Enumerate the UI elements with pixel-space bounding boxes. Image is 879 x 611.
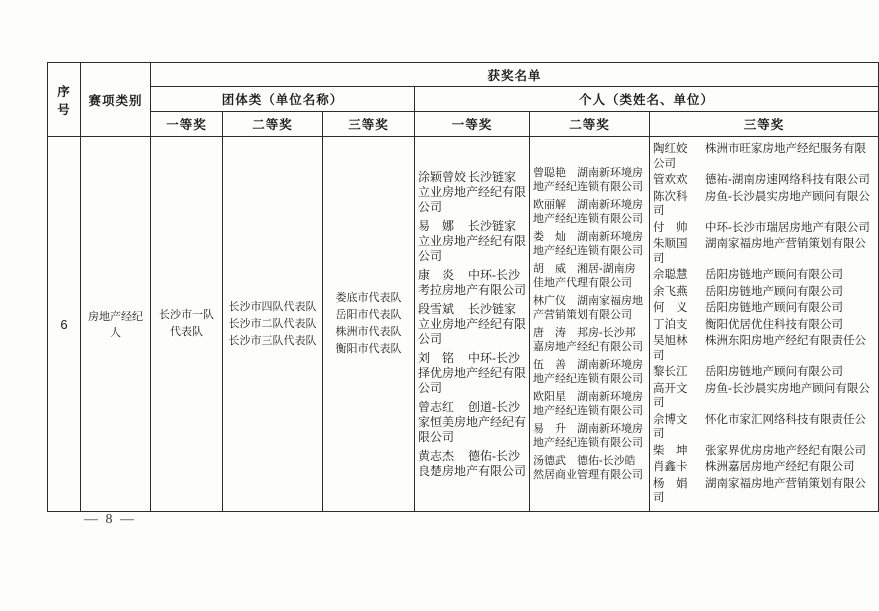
- winner-entry: [418, 268, 526, 298]
- winner-org: 岳阳房链地产顾问有限公司: [705, 302, 843, 315]
- winner-entry: [533, 198, 646, 227]
- winner-name: 康 炎: [418, 267, 455, 282]
- header-individual-prize-3: 三等奖: [650, 112, 879, 137]
- winner-entry: [653, 444, 875, 459]
- cell-individual-first: [415, 137, 530, 512]
- winner-org: 湖南家福房地产营销策划有限公司: [653, 238, 866, 265]
- header-group-prize-1: 一等奖: [151, 112, 223, 137]
- cell-group-second: [223, 137, 323, 512]
- header-group-class: 团体类（单位名称）: [151, 87, 415, 112]
- winner-entry: [533, 262, 646, 291]
- winner-org: 岳阳房链地产顾问有限公司: [705, 366, 843, 379]
- cell-group-third: [323, 137, 415, 512]
- winner-org: 湘居-湖南房佳地产代理有限公司: [533, 262, 636, 289]
- winner-entry: [533, 326, 646, 355]
- winner-org: 长沙链家立业房地产经纪有限公司: [418, 301, 527, 346]
- winner-org: 中环-长沙择优房地产经纪有限公司: [418, 350, 527, 395]
- winner-org: 湖南新环境房地产经纪连锁有限公司: [533, 422, 643, 449]
- winner-name: 陈次科: [653, 190, 688, 203]
- winner-org: 房鱼-长沙晨实房地产顾问有限公司: [653, 190, 870, 218]
- winner-org: 房鱼-长沙晨实房地产顾问有限公司: [653, 382, 870, 410]
- winner-name: 高开文: [653, 382, 688, 395]
- header-group-prize-2: 二等奖: [223, 112, 323, 137]
- winner-entry: [653, 190, 875, 219]
- winner-org: 德佑-长沙良楚房地产有限公司: [418, 448, 527, 478]
- team-entry: 长沙市四队代表队: [228, 300, 317, 313]
- winner-org: 湖南新环境房地产经纪连锁有限公司: [533, 198, 643, 225]
- winner-org: 衡阳优居优住科技有限公司: [705, 318, 843, 331]
- header-award-list: 获奖名单: [151, 63, 879, 87]
- winner-entry: [653, 365, 875, 380]
- header-individual-prize-2: 二等奖: [530, 112, 650, 137]
- winner-name: 曾志红: [418, 399, 455, 414]
- winner-name: 易 娜: [418, 218, 455, 233]
- winner-entry: [533, 390, 646, 419]
- cell-row-no: 6: [48, 137, 81, 512]
- winner-name: 欧阳星: [533, 390, 566, 403]
- header-individual-class: 个人（类姓名、单位）: [415, 87, 879, 112]
- team-entry: 长沙市一队代表队: [159, 309, 214, 338]
- header-group-prize-3: 三等奖: [323, 112, 415, 137]
- winner-name: 伍 善: [533, 358, 566, 371]
- winner-org: 湖南家福房地产营销策划有限公司: [533, 294, 643, 321]
- winner-entry: [418, 170, 526, 215]
- winner-entry: [653, 413, 875, 442]
- awards-table: [47, 62, 879, 512]
- winner-name: 何 义: [653, 302, 688, 315]
- winner-name: 朱顺国: [653, 238, 688, 251]
- winner-name: 唐 涛: [533, 326, 566, 339]
- winner-entry: [653, 301, 875, 316]
- winner-org: 中环-长沙市瑞居房地产有限公司: [705, 221, 870, 234]
- header-col-no: 序号: [48, 63, 81, 137]
- winner-org: 湖南新环境房地产经纪连锁有限公司: [533, 358, 643, 385]
- winner-name: 丁泊支: [653, 318, 688, 331]
- winner-entry: [533, 358, 646, 387]
- winner-org: 湖南新环境房地产经纪连锁有限公司: [533, 230, 643, 257]
- winner-org: 邦房-长沙邦嘉房地产经纪有限公司: [533, 326, 643, 353]
- winner-entry: [533, 422, 646, 451]
- winner-entry: [418, 302, 526, 347]
- winner-name: 黄志杰: [418, 448, 455, 463]
- winner-name: 娄 灿: [533, 230, 566, 243]
- winner-name: 黎长江: [653, 366, 688, 379]
- winner-entry: [653, 142, 875, 171]
- team-entry: 株洲市代表队: [335, 326, 402, 338]
- winner-name: 余飞燕: [653, 285, 688, 298]
- winner-org: 湖南新环境房地产经纪连锁有限公司: [533, 390, 643, 417]
- winner-entry: [653, 477, 875, 506]
- winner-org: 湖南家福房地产营销策划有限公司: [653, 477, 866, 505]
- winner-name: 涂颖曾姣: [418, 169, 467, 184]
- winner-name: 柴 坤: [653, 444, 688, 457]
- winner-name: 易 升: [533, 422, 566, 435]
- winner-name: 林广仪: [533, 294, 566, 307]
- winner-org: 怀化市家汇网络科技有限责任公司: [653, 413, 866, 441]
- winner-name: 佘博文: [653, 413, 688, 426]
- winner-name: 佘聪慧: [653, 269, 688, 282]
- winner-entry: [418, 219, 526, 264]
- team-entry: 长沙市二队代表队: [228, 317, 317, 330]
- winner-name: 欧丽解: [533, 198, 566, 211]
- winner-entry: [533, 454, 646, 483]
- winner-org: 岳阳房链地产顾问有限公司: [705, 285, 843, 298]
- winner-org: 株洲嘉居房地产经纪有限公司: [705, 461, 855, 474]
- winner-entry: [533, 294, 646, 323]
- winner-entry: [418, 449, 526, 479]
- winner-entry: [653, 268, 875, 283]
- winner-entry: [653, 285, 875, 300]
- winner-org: 中环-长沙考拉房地产有限公司: [418, 267, 527, 297]
- header-col-category: 赛项类别: [81, 63, 151, 137]
- winner-name: 胡 威: [533, 262, 566, 275]
- cell-individual-second: [530, 137, 650, 512]
- winner-name: 付 帅: [653, 221, 688, 234]
- team-entry: 衡阳市代表队: [335, 343, 402, 355]
- winner-name: 杨 娟: [653, 477, 688, 490]
- winner-entry: [533, 230, 646, 259]
- winner-entry: [418, 400, 526, 445]
- winner-org: 岳阳房链地产顾问有限公司: [705, 269, 843, 282]
- winner-name: 段雪斌: [418, 301, 455, 316]
- team-entry: 岳阳市代表队: [335, 309, 402, 321]
- team-entry: 娄底市代表队: [335, 292, 402, 304]
- winner-entry: [653, 173, 875, 188]
- winner-entry: [653, 334, 875, 363]
- winner-org: 创道-长沙家恒美房地产经纪有限公司: [418, 399, 527, 444]
- winner-entry: [533, 166, 646, 195]
- winner-name: 肖鑫卡: [653, 461, 688, 474]
- winner-name: 刘 铭: [418, 350, 455, 365]
- winner-org: 株洲东阳房地产经纪有限责任公司: [653, 335, 866, 362]
- winner-entry: [418, 351, 526, 396]
- winner-entry: [653, 460, 875, 475]
- winner-entry: [653, 237, 875, 266]
- winner-entry: [653, 318, 875, 333]
- winner-org: 德佑-长沙皓然居商业管理有限公司: [533, 454, 643, 481]
- team-entry: 长沙市三队代表队: [228, 334, 317, 347]
- winner-org: 德祐-湖南房速网络科技有限公司: [705, 174, 870, 187]
- header-individual-prize-1: 一等奖: [415, 112, 530, 137]
- winner-org: 长沙链家立业房地产经纪有限公司: [418, 169, 527, 214]
- winner-name: 陶红姣: [653, 143, 688, 156]
- winner-org: 张家界优房房地产经纪有限公司: [705, 444, 866, 457]
- winner-org: 株洲市旺家房地产经纪服务有限公司: [653, 143, 866, 170]
- cell-category: 房地产经纪人: [81, 137, 151, 512]
- page-number: — 8 —: [84, 512, 136, 527]
- winner-entry: [653, 221, 875, 236]
- cell-individual-third: [650, 137, 879, 512]
- winner-entry: [653, 382, 875, 411]
- cell-group-first: [151, 137, 223, 512]
- winner-name: 吴旭林: [653, 335, 688, 348]
- winner-org: 湖南新环境房地产经纪连锁有限公司: [533, 166, 643, 193]
- winner-name: 曾聪艳: [533, 166, 566, 179]
- winner-name: 管欢欢: [653, 174, 688, 187]
- winner-name: 汤德武: [533, 454, 566, 467]
- winner-org: 长沙链家立业房地产经纪有限公司: [418, 218, 527, 263]
